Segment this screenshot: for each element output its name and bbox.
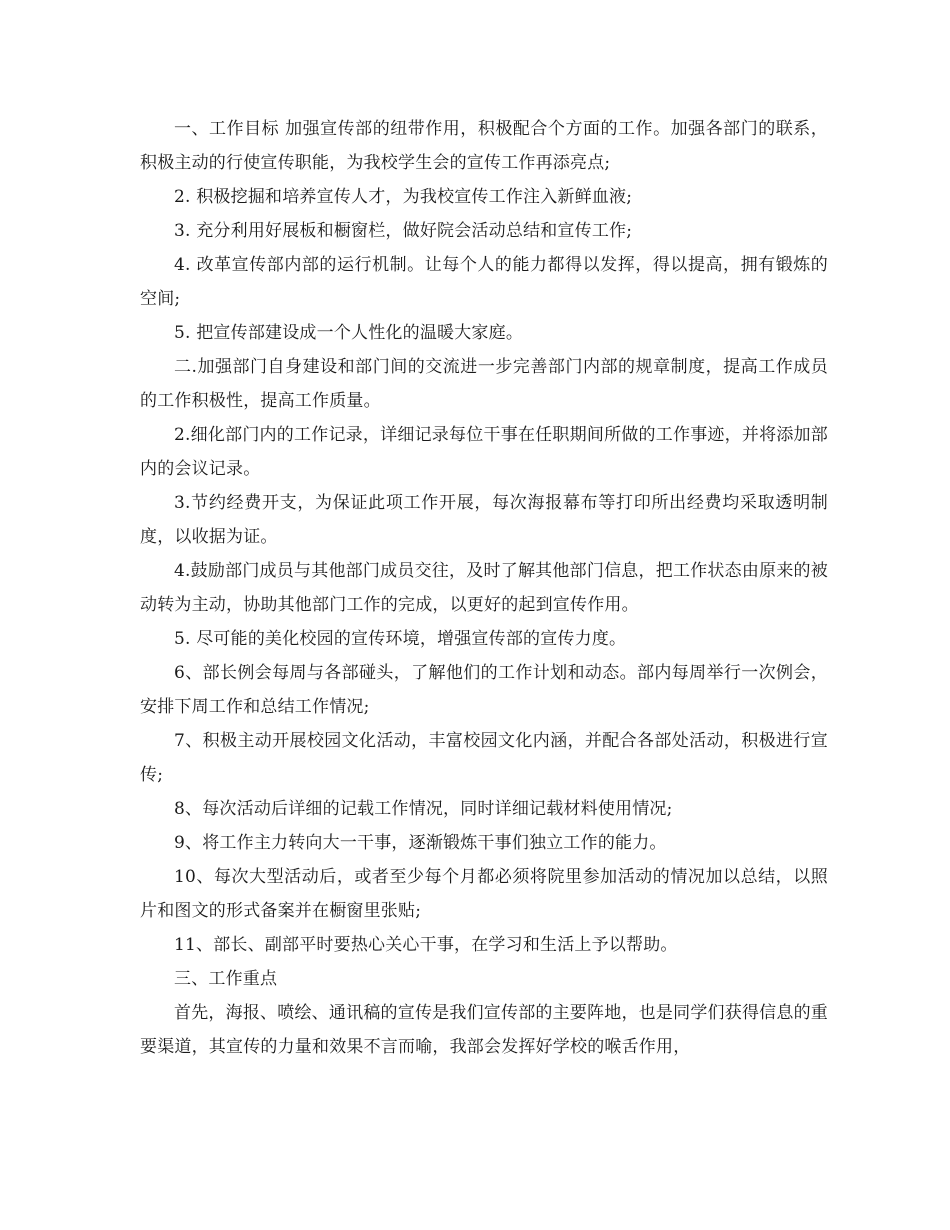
- section-heading-focus: 三、工作重点: [174, 969, 278, 989]
- paragraph-item: 3. 充分利用好展板和橱窗栏，做好院会活动总结和宣传工作;: [174, 221, 633, 241]
- paragraph-section-two: 二.加强部门自身建设和部门间的交流进一步完善部门内部的规章制度，提高工作成员的工作积极性，提高工作质量。: [140, 357, 828, 411]
- document-body: [140, 112, 828, 1064]
- paragraph-item: 7、积极主动开展校园文化活动，丰富校园文化内涵，并配合各部处活动，积极进行宣传;: [140, 731, 828, 785]
- paragraph-item: 10、每次大型活动后，或者至少每个月都必须将院里参加活动的情况加以总结，以照片和图文的形式备案并在橱窗里张贴;: [140, 867, 828, 921]
- paragraph-item: 2.细化部门内的工作记录，详细记录每位干事在任职期间所做的工作事迹，并将添加部内的会议记录。: [140, 425, 828, 479]
- paragraph-focus-intro: 首先，海报、喷绘、通讯稿的宣传是我们宣传部的主要阵地，也是同学们获得信息的重要渠道，其宣传的力量和效果不言而喻，我部会发挥好学校的喉舌作用，: [140, 1003, 828, 1057]
- paragraph-item: 6、部长例会每周与各部碰头，了解他们的工作计划和动态。部内每周举行一次例会，安排下周工作和总结工作情况;: [140, 663, 828, 717]
- paragraph-item: 9、将工作主力转向大一干事，逐渐锻炼干事们独立工作的能力。: [174, 833, 667, 853]
- paragraph-item: 5. 把宣传部建设成一个人性化的温暖大家庭。: [174, 323, 524, 343]
- paragraph-item: 11、部长、副部平时要热心关心干事，在学习和生活上予以帮助。: [174, 935, 678, 955]
- paragraph-item: 8、每次活动后详细的记载工作情况，同时详细记载材料使用情况;: [174, 799, 673, 819]
- paragraph-item: 4. 改革宣传部内部的运行机制。让每个人的能力都得以发挥，得以提高，拥有锻炼的空间;: [140, 255, 828, 309]
- paragraph-item: 5. 尽可能的美化校园的宣传环境，增强宣传部的宣传力度。: [174, 629, 627, 649]
- paragraph-item: 2. 积极挖掘和培养宣传人才，为我校宣传工作注入新鲜血液;: [174, 187, 633, 207]
- paragraph-goal: 一、工作目标 加强宣传部的纽带作用，积极配合个方面的工作。加强各部门的联系，积极主动的行使宣传职能，为我校学生会的宣传工作再添亮点;: [140, 119, 828, 173]
- paragraph-item: 3.节约经费开支，为保证此项工作开展，每次海报幕布等打印所出经费均采取透明制度，以收据为证。: [140, 493, 828, 547]
- paragraph-item: 4.鼓励部门成员与其他部门成员交往，及时了解其他部门信息，把工作状态由原来的被动转为主动，协助其他部门工作的完成，以更好的起到宣传作用。: [140, 561, 828, 615]
